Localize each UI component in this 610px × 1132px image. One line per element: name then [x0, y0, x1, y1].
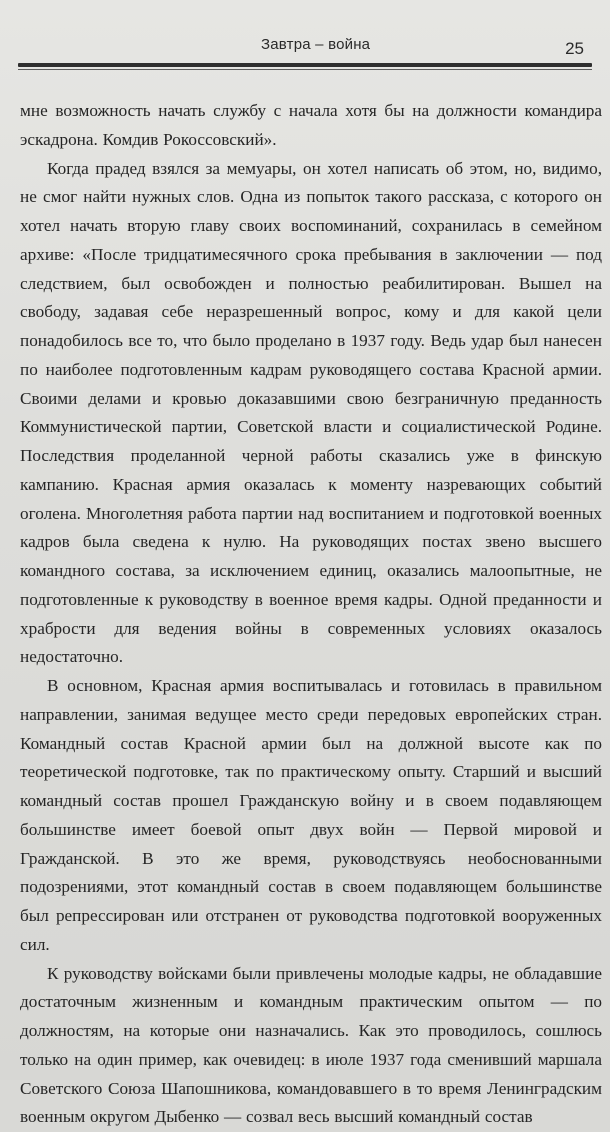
page-number: 25 [565, 39, 584, 59]
header-rule-thin [18, 69, 592, 70]
body-text [20, 97, 602, 1132]
running-title: Завтра – война [261, 36, 370, 53]
paragraph: Когда прадед взялся за мемуары, он хотел написать об этом, но, видимо, не смог найти нужных слов. Одна из попыток такого рассказа, с которого он хотел начать вторую главу своих воспоминаний, сохранилась в семейном архиве: «После тридцатимесячного срока пребывания в заключении — под следствием, был освобожден и полностью реабилитирован. Вышел на свободу, задавая себе неразрешенный вопрос, кому и для какой цели понадобилось все то, что было проделано в 1937 году. Ведь удар был нанесен по наиболее подготовленным кадрам руководящего состава Красной армии. Своими делами и кровью доказавшими свою безграничную преданность Коммунистической партии, Советской власти и социалистической Родине. Последствия проделанной черной работы сказались уже в финскую кампанию. Красная армия оказалась к моменту назревающих событий оголена. Многолетняя работа партии над воспитанием и подготовкой военных кадров была сведена к нулю. На руководящих постах звено высшего командного состава, за исключением единиц, оказались малоопытные, не подготовленные к руководству в военное время кадры. Одной преданности и храбрости для ведения войны в современных условиях оказалось недостаточно. [20, 155, 602, 673]
paragraph-continuation: мне возможность начать службу с начала хотя бы на должности командира эскадрона. Комдив Рокоссовский». [20, 97, 602, 155]
paragraph: В основном, Красная армия воспитывалась и готовилась в правильном направлении, занимая ведущее место среди передовых европейских стран. Командный состав Красной армии был на должной высоте как по теоретической подготовке, так по практическому опыту. Старший и высший командный состав прошел Гражданскую войну и в своем подавляющем большинстве имеет боевой опыт двух войн — Первой мировой и Гражданской. В это же время, руководствуясь необоснованными подозрениями, этот командный состав в своем подавляющем большинстве был репрессирован или отстранен от руководства подготовкой вооруженных сил. [20, 672, 602, 960]
header-rule [18, 63, 592, 67]
page-header [18, 30, 592, 68]
paragraph: К руководству войсками были привлечены молодые кадры, не обладавшие достаточным жизненным и командным практическим опытом — по должностям, на которые они назначались. Как это проводилось, сошлюсь только на один пример, как очевидец: в июле 1937 года сменивший маршала Советского Союза Шапошникова, командовавшего в то время Ленинградским военным округом Дыбенко — созвал весь высший командный состав [20, 960, 602, 1132]
